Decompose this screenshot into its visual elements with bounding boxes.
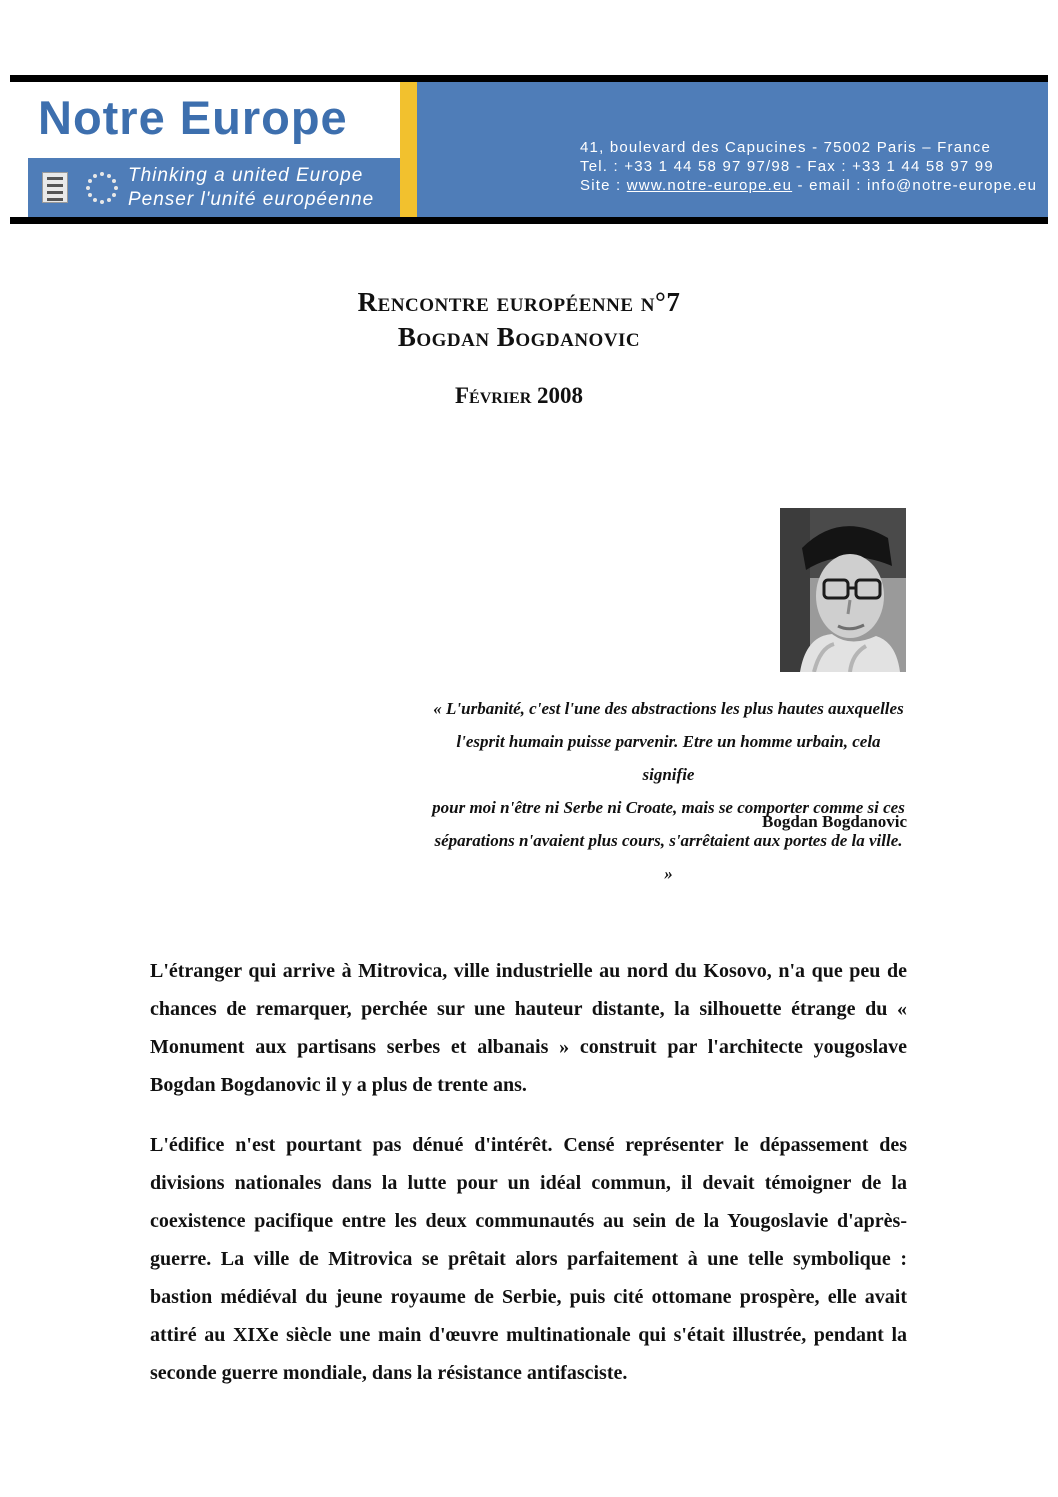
site-line <box>580 176 1037 195</box>
quote-attribution: Bogdan Bogdanovic <box>761 812 907 831</box>
header-bottom-rule <box>10 217 1048 224</box>
date-line: Février 2008 <box>454 383 584 408</box>
header-logo-zone <box>10 82 400 217</box>
portrait-photo <box>780 508 906 672</box>
body-paragraph: L'étranger qui arrive à Mitrovica, ville industrielle au nord du Kosovo, n'a que peu de chances de remarquer, perchée sur une hauteur distante, la silhouette étrange du « Monument aux partisans serbes et albanais » construit par l'architecte yougoslave Bogdan Bogdanovic il y a plus de trente ans. <box>150 960 907 1096</box>
header-top-rule <box>10 75 1048 82</box>
body-text <box>150 952 907 1414</box>
quote-line: séparations n'avaient plus cours, s'arrêtaient aux portes de la ville. » <box>434 831 903 883</box>
quote-line: « L'urbanité, c'est l'une des abstractions les plus hautes auxquelles <box>433 699 904 718</box>
contact-block <box>580 138 1037 195</box>
quote-block <box>430 692 907 890</box>
body-paragraph: L'édifice n'est pourtant pas dénué d'intérêt. Censé représenter le dépassement des divisions nationales dans la lutte pour un idéal commun, il devait témoigner de la coexistence pacifique entre les deux communautés au sein de la Yougoslavie d'après-guerre. La ville de Mitrovica se prêtait alors parfaitement à une telle symbolique : bastion médiéval du jeune royaume de Serbie, puis cité ottomane prospère, elle avait attiré au XIXe siècle une main d'œuvre multinationale qui s'était illustrée, pendant la seconde guerre mondiale, dans la résistance antifasciste. <box>150 1134 907 1384</box>
document-icon <box>42 172 68 203</box>
logo-text: Notre Europe <box>38 91 348 144</box>
header-contact-zone <box>417 82 1048 217</box>
tagline-english: Thinking a united Europe <box>128 164 364 186</box>
tagline-band <box>28 158 400 217</box>
tagline-icons <box>28 158 128 217</box>
website-link[interactable]: www.notre-europe.eu <box>626 177 793 194</box>
address-line: 41, boulevard des Capucines - 75002 Paris – France <box>580 139 992 156</box>
eu-stars-icon <box>82 168 122 213</box>
title-block <box>0 285 1038 409</box>
site-prefix: Site : <box>580 177 627 194</box>
title-line-1: Rencontre européenne n°7 <box>357 287 681 317</box>
phone-line: Tel. : +33 1 44 58 97 97/98 - Fax : +33 1 44 58 97 99 <box>580 158 994 175</box>
taglines <box>128 164 374 212</box>
quote-line: l'esprit humain puisse parvenir. Etre un homme urbain, cela signifie <box>456 732 881 784</box>
header-yellow-stripe <box>400 82 417 217</box>
tagline-french: Penser l'unité européenne <box>128 188 375 210</box>
site-suffix: - email : info@notre-europe.eu <box>792 177 1038 194</box>
title-line-2: Bogdan Bogdanovic <box>397 322 641 352</box>
quote-line: pour moi n'être ni Serbe ni Croate, mais se comporter comme si ces <box>432 798 905 817</box>
